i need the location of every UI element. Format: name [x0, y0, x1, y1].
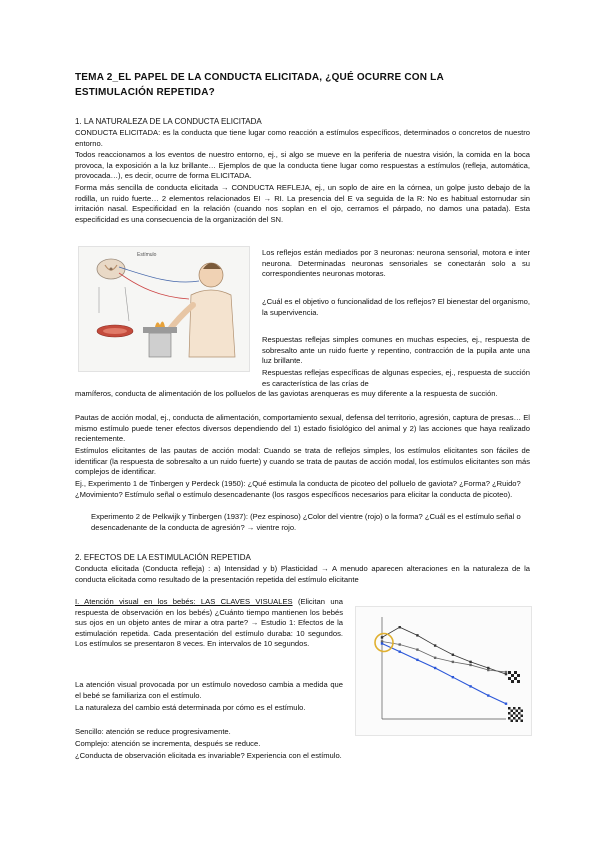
- section-2-heading: 2. EFECTOS DE LA ESTIMULACIÓN REPETIDA: [75, 553, 251, 562]
- point-complejo-2: [399, 626, 401, 628]
- point-medio-4: [434, 657, 436, 659]
- point-complejo-1: [381, 636, 383, 638]
- point-sencillo-5: [452, 676, 454, 678]
- title-line-1: TEMA 2_EL PAPEL DE LA CONDUCTA ELICITADA, ¿QUÉ OCURRE CON LA: [75, 72, 444, 83]
- checker-medium-icon-cell: [517, 680, 520, 683]
- point-complejo-4: [434, 644, 436, 646]
- checker-medium-icon-cell: [511, 674, 514, 677]
- checker-complex-icon-cell: [513, 707, 516, 710]
- checker-complex-icon-cell: [518, 717, 521, 720]
- flame-shape: [155, 321, 165, 327]
- paragraph-definition: CONDUCTA ELICITADA: es la conducta que tiene lugar como reacción a estímulos específicos, determinados o concretos de nuestro entorno.: [75, 128, 530, 148]
- reflex-illustration: [78, 246, 250, 372]
- checker-medium-icon-cell: [517, 674, 520, 677]
- checker-complex-icon-cell: [516, 710, 519, 713]
- checker-complex-icon-cell: [516, 720, 519, 723]
- page-title: [75, 70, 525, 100]
- figure-label: Estímulo: [137, 252, 157, 258]
- checker-complex-icon-cell: [511, 720, 514, 723]
- checker-complex-icon-cell: [511, 715, 514, 718]
- point-medio-6: [469, 664, 471, 666]
- checker-medium-icon-cell: [508, 677, 511, 680]
- point-sencillo-3: [416, 659, 418, 661]
- checker-medium-icon-cell: [511, 680, 514, 683]
- checker-complex-icon-cell: [518, 712, 521, 715]
- point-sencillo-6: [469, 685, 471, 687]
- point-sencillo-4: [434, 667, 436, 669]
- paragraph-experiment-2: Experimento 2 de Pelkwijk y Tinbergen (1937): (Pez espinoso) ¿Color del vientre (rojo) o la forma? ¿Cuál es el estímulo señal o desencadenante de la conducta de agresión? → vientre rojo.: [91, 512, 521, 532]
- checker-complex-icon-cell: [508, 712, 511, 715]
- paragraph-novel-stimulus: La atención visual provocada por un estímulo novedoso cambia a medida que el bebé se familiariza con el estímulo.: [75, 680, 343, 700]
- checker-complex-icon-cell: [521, 710, 524, 713]
- checker-medium-icon-cell: [508, 671, 511, 674]
- item-question: ¿Conducta de observación elicitada es invariable? Experiencia con el estímulo.: [75, 751, 342, 760]
- item-complex: Complejo: atención se incrementa, después se reduce.: [75, 739, 261, 748]
- attention-chart-svg: [356, 607, 531, 735]
- point-sencillo-1: [381, 642, 383, 644]
- point-medio-5: [452, 661, 454, 663]
- sensory-nerve-shape: [119, 267, 199, 282]
- visual-attention-heading: I. Atención visual en los bebés: LAS CLAVES VISUALES: [75, 597, 293, 606]
- person-body-shape: [189, 290, 235, 357]
- paragraph-neurons: Los reflejos están mediados por 3 neuronas: neurona sensorial, motora e inter neurona. Determinadas neuronas sensoriales se conectarán solo a su correspondientes neuronas motoras.: [262, 248, 530, 279]
- point-medio-3: [416, 648, 418, 650]
- checker-complex-icon-cell: [511, 710, 514, 713]
- stove-shape: [149, 333, 171, 357]
- paragraph-reflex: Forma más sencilla de conducta elicitada → CONDUCTA REFLEJA, ej., un soplo de aire en la córnea, un golpe justo debajo de la rodilla, un ruido fuerte… 2 elementos relacionados EI → RI. La presencia del E va seguida de la R: No es habitual estornudar sin irritación nasal. Especificidad en la relación (cuando nos soplan en el ojo, cerramos el párpado, no damos una patada). Esta especificidad es una consecuencia de la organización del SN.: [75, 183, 530, 224]
- title-line-2: ESTIMULACIÓN REPETIDA?: [75, 87, 215, 98]
- paragraph-modal-action: Pautas de acción modal, ej., conducta de alimentación, comportamiento sexual, defensa del territorio, agresión, captura de presas… El mismo estímulo puede tener efectos diversos dependiendo del 1) estado fisiológico del animal y 2) las acciones que haya realizado recientemente.: [75, 413, 530, 444]
- point-complejo-3: [416, 634, 418, 636]
- paragraph-visual-attention: [75, 597, 343, 650]
- checker-complex-icon-cell: [516, 715, 519, 718]
- checker-complex-icon-cell: [508, 707, 511, 710]
- checker-medium-icon-cell: [514, 677, 517, 680]
- point-sencillo-2: [399, 650, 401, 652]
- paragraph-elicited-conduct: Conducta elicitada (Conducta refleja) : a) Intensidad y b) Plasticidad → A menudo aparecen alteraciones en la naturaleza de la conducta elicitada como resultado de la presentación repetida del estímulo elicitante: [75, 564, 530, 584]
- paragraph-nature-of-change: La naturaleza del cambio está determinada por cómo es el estímulo.: [75, 703, 306, 712]
- point-medio-2: [399, 643, 401, 645]
- point-complejo-5: [452, 654, 454, 656]
- checker-complex-icon-cell: [508, 717, 511, 720]
- checker-medium-icon-cell: [514, 671, 517, 674]
- visual-attention-body: (Elicitan una respuesta de observación en los bebés) ¿Cuánto tiempo mantienen los bebés sus ojos en un objeto antes de mirar a otra parte? → Estudio 1: Efectos de la estimulación repetida. Cada presentación del estímulo duraba: 10 segundos. Los estímulos se presentaron 8 veces. En intervalos de 10 segundos.: [75, 597, 343, 649]
- checker-complex-icon-cell: [513, 717, 516, 720]
- paragraph-mammals: mamíferos, conducta de alimentación de los polluelos de las gaviotas arenqueras es muy diferente a la respuesta de succión.: [75, 389, 498, 398]
- point-sencillo-7: [487, 694, 489, 696]
- item-simple: Sencillo: atención se reduce progresivamente.: [75, 727, 231, 736]
- point-sencillo-8: [505, 703, 507, 705]
- motor-nerve-shape: [119, 273, 189, 299]
- paragraph-species-reflexes: Respuestas reflejas específicas de algunas especies, ej., respuesta de succión es característica de las crías de: [262, 368, 530, 388]
- attention-chart: [355, 606, 532, 736]
- checker-complex-icon-cell: [518, 707, 521, 710]
- checker-complex-icon-cell: [521, 715, 524, 718]
- checker-complex-icon-cell: [521, 720, 524, 723]
- section-1-heading: 1. LA NATURALEZA DE LA CONDUCTA ELICITADA: [75, 117, 262, 126]
- paragraph-experiment-1: Ej., Experimento 1 de Tinbergen y Perdeck (1950): ¿Qué estimula la conducta de picoteo del polluelo de gaviota? ¿Forma? ¿Ruido? ¿Movimiento? Estímulo señal o estímulo desencadenante (los rasgos específicos necesarios para elicitar la conducta de picoteo).: [75, 479, 521, 499]
- paragraph-simple-reflexes: Respuestas reflejas simples comunes en muchas especies, ej., respuesta de sobresalto ante un ruido fuerte y repentino, contracción de la pupila ante una luz brillante.: [262, 335, 530, 366]
- paragraph-reactions: Todos reaccionamos a los eventos de nuestro entorno, ej., si algo se mueve en la periferia de nuestra visión, la comida en la boca provoca, la exposición a la luz brillante… Ejemplos de que la conducta tiene lugar como respuestas a estímulos (refleja, automática, provocada…), es decir, ocurre de forma ELICITADA.: [75, 150, 530, 181]
- point-complejo-6: [469, 661, 471, 663]
- point-medio-7: [487, 669, 489, 671]
- point-medio-8: [505, 671, 507, 673]
- paragraph-function: ¿Cuál es el objetivo o funcionalidad de los reflejos? El bienestar del organismo, la supervivencia.: [262, 297, 530, 317]
- checker-complex-icon-cell: [513, 712, 516, 715]
- reflex-drawing: [79, 247, 249, 371]
- paragraph-elicitors: Estímulos elicitantes de las pautas de acción modal: Cuando se trata de reflejos simples, los estímulos elicitantes son fáciles de identificar (la respuesta de sobresalto a un ruido fuerte) y cuando se trata de pautas de acción modal, los estímulos elicitantes son más complejos de identificar.: [75, 446, 530, 477]
